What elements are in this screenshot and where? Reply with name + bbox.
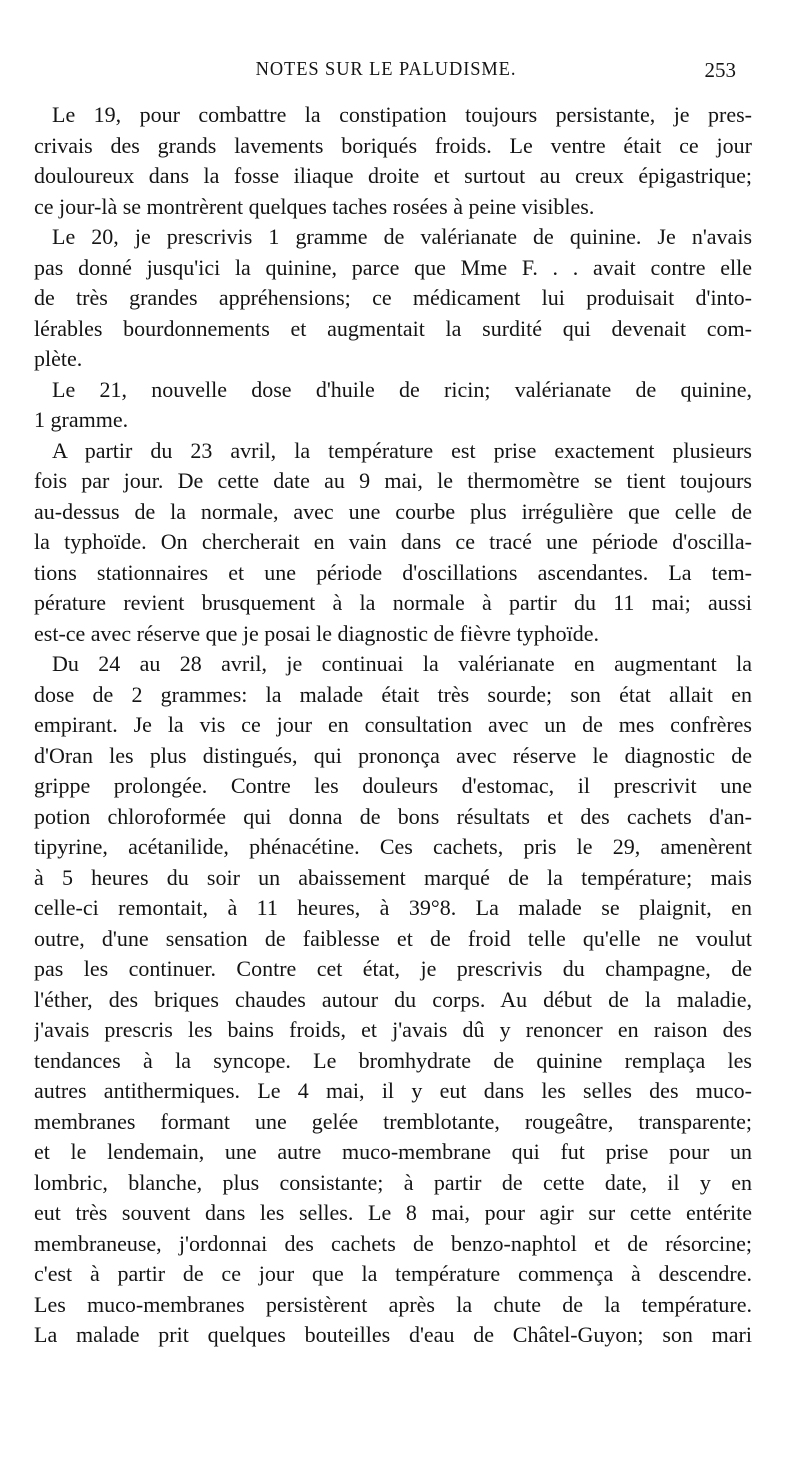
text-line: fois par jour. De cette date au 9 mai, le thermomètre se tient toujours (34, 468, 752, 493)
text-line: est-ce avec réserve que je posai le diagnostic de fièvre typhoïde. (34, 620, 600, 646)
text-line: Le 20, je prescrivis 1 gramme de valérianate de quinine. Je n'avais (52, 224, 752, 249)
text-line: tipyrine, acétanilide, phénacétine. Ces cachets, pris le 29, amenèrent (34, 834, 752, 859)
text-line: autres antithermiques. Le 4 mai, il y eut dans les selles des muco- (34, 1078, 752, 1103)
text-line: c'est à partir de ce jour que la température commença à descendre. (34, 1261, 752, 1286)
text-line: Les muco-membranes persistèrent après la chute de la température. (34, 1291, 752, 1317)
text-line: dose de 2 grammes: la malade était très sourde; son état allait en (34, 681, 752, 707)
text-line: et le lendemain, une autre muco-membrane qui fut prise pour un (34, 1139, 752, 1164)
text-line: crivais des grands lavements boriqués froids. Le ventre était ce jour (34, 132, 752, 158)
text-line: j'avais prescris les bains froids, et j'avais dû y renoncer en raison des (34, 1017, 752, 1042)
text-line: lombric, blanche, plus consistante; à partir de cette date, il y en (34, 1169, 752, 1195)
text-line: celle-ci remontait, à 11 heures, à 39°8. La malade se plaignit, en (34, 895, 752, 920)
text-line: membranes formant une gelée tremblotante, rougeâtre, transparente; (34, 1108, 752, 1134)
text-line: potion chloroformée qui donna de bons résultats et des cachets d'an- (34, 803, 752, 829)
text-line: Le 19, pour combattre la constipation toujours persistante, je pres- (52, 102, 752, 127)
text-line: La malade prit quelques bouteilles d'eau de Châtel-Guyon; son mari (34, 1322, 752, 1347)
text-line: empirant. Je la vis ce jour en consultation avec un de mes confrères (34, 712, 752, 737)
text-line: ce jour-là se montrèrent quelques taches rosées à peine visibles. (34, 193, 595, 219)
text-line: Le 21, nouvelle dose d'huile de ricin; valérianate de quinine, (52, 376, 752, 402)
text-line: plète. (34, 346, 83, 371)
page-header (36, 58, 736, 88)
text-line: à 5 heures du soir un abaissement marqué de la température; mais (34, 864, 752, 890)
text-line: grippe prolongée. Contre les douleurs d'estomac, il prescrivit une (34, 773, 752, 798)
text-line: au-dessus de la normale, avec une courbe plus irrégulière que celle de (34, 498, 752, 524)
text-line: 1 gramme. (34, 407, 129, 432)
text-line: eut très souvent dans les selles. Le 8 mai, pour agir sur cette entérite (34, 1200, 752, 1225)
text-line: A partir du 23 avril, la température est prise exactement plusieurs (52, 437, 752, 463)
text-line: pas les continuer. Contre cet état, je prescrivis du champagne, de (34, 956, 752, 981)
running-head: NOTES SUR LE PALUDISME. (255, 58, 517, 80)
text-line: l'éther, des briques chaudes autour du corps. Au début de la maladie, (34, 986, 752, 1012)
text-line: d'Oran les plus distingués, qui prononça avec réserve le diagnostic de (34, 742, 752, 768)
text-line: pas donné jusqu'ici la quinine, parce que Mme F. . . avait contre elle (34, 254, 752, 280)
text-line: membraneuse, j'ordonnai des cachets de benzo-naphtol et de résorcine; (34, 1230, 752, 1256)
text-line: lérables bourdonnements et augmentait la surdité qui devenait com- (34, 315, 752, 341)
text-line: douloureux dans la fosse iliaque droite et surtout au creux épigastrique; (34, 163, 752, 188)
body-text (34, 100, 752, 1351)
text-line: pérature revient brusquement à la normale à partir du 11 mai; aussi (34, 590, 752, 615)
text-line: tions stationnaires et une période d'oscillations ascendantes. La tem- (34, 559, 752, 585)
text-line: la typhoïde. On chercherait en vain dans ce tracé une période d'oscilla- (34, 529, 752, 554)
text-line: Du 24 au 28 avril, je continuai la valérianate en augmentant la (52, 651, 752, 676)
text-line: outre, d'une sensation de faiblesse et de froid telle qu'elle ne voulut (34, 925, 752, 951)
text-line: de très grandes appréhensions; ce médicament lui produisait d'into- (34, 285, 752, 310)
text-line: tendances à la syncope. Le bromhydrate de quinine remplaça les (34, 1047, 752, 1073)
page-number: 253 (704, 58, 736, 82)
